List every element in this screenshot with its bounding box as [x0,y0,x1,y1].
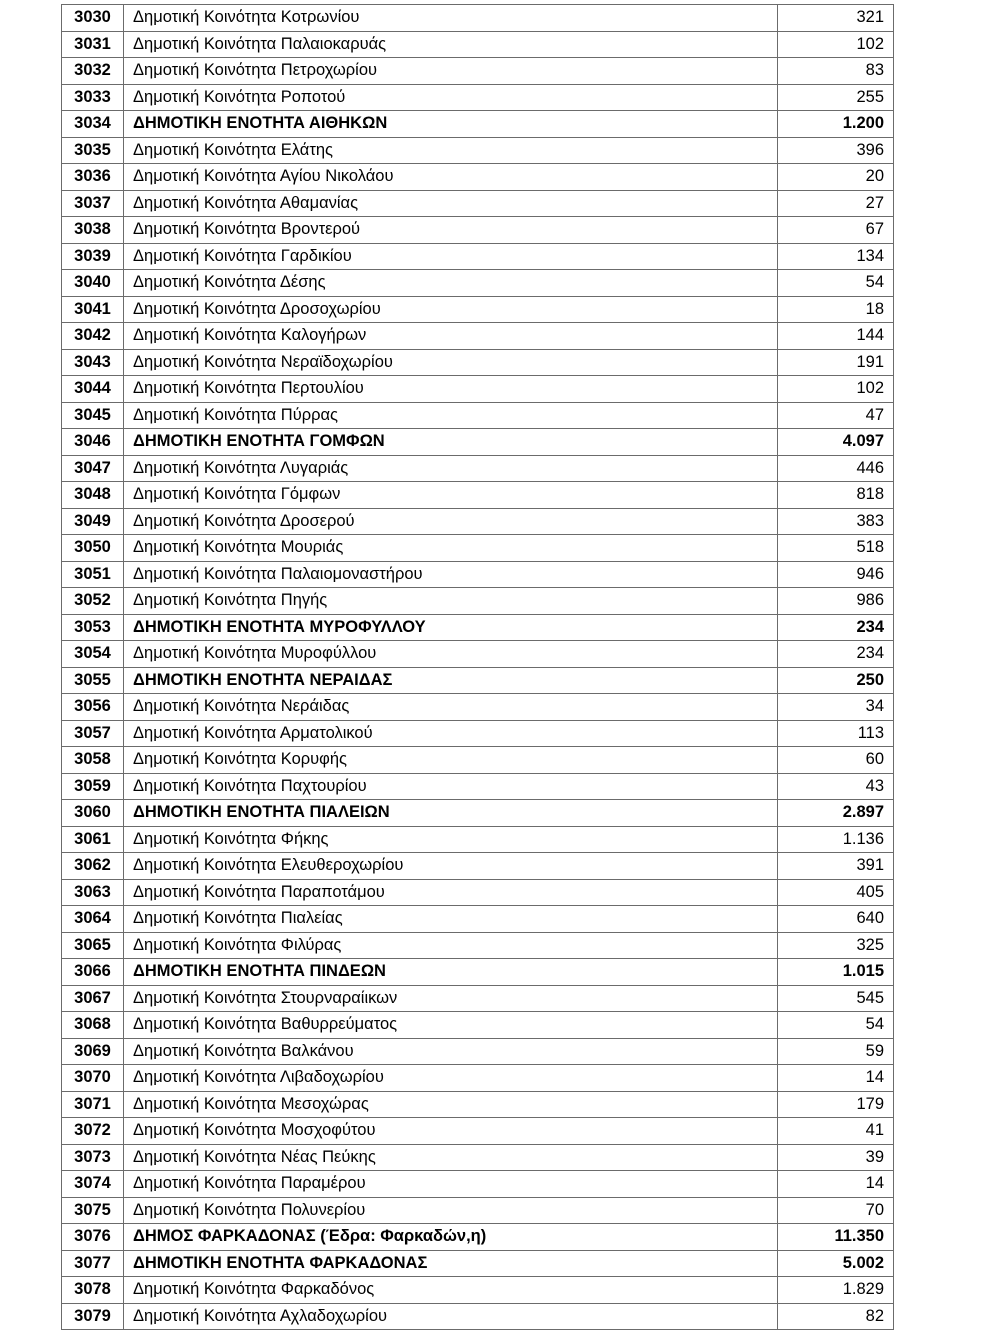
row-name: Δημοτική Κοινότητα Κορυφής [124,747,778,774]
row-code: 3077 [62,1250,124,1277]
row-name: Δημοτική Κοινότητα Παλαιομοναστήρου [124,561,778,588]
table-row-heading [62,111,894,138]
table-row [62,1197,894,1224]
row-name: Δημοτική Κοινότητα Πιαλείας [124,906,778,933]
table-row [62,1144,894,1171]
row-population: 39 [778,1144,894,1171]
row-population: 325 [778,932,894,959]
row-name: Δημοτική Κοινότητα Νεράιδας [124,694,778,721]
row-population: 234 [778,614,894,641]
row-population: 144 [778,323,894,350]
row-code: 3055 [62,667,124,694]
row-name: Δημοτική Κοινότητα Δροσοχωρίου [124,296,778,323]
table-row [62,535,894,562]
table-row [62,58,894,85]
table-row [62,482,894,509]
row-population: 396 [778,137,894,164]
row-population: 60 [778,747,894,774]
row-name: Δημοτική Κοινότητα Πηγής [124,588,778,615]
row-name: Δημοτική Κοινότητα Λυγαριάς [124,455,778,482]
table-row [62,985,894,1012]
table-row-heading [62,1224,894,1251]
row-name: ΔΗΜΟΤΙΚΗ ΕΝΟΤΗΤΑ ΓΟΜΦΩΝ [124,429,778,456]
row-name: Δημοτική Κοινότητα Πετροχωρίου [124,58,778,85]
row-name: Δημοτική Κοινότητα Νέας Πεύκης [124,1144,778,1171]
row-code: 3059 [62,773,124,800]
row-code: 3030 [62,5,124,32]
row-code: 3050 [62,535,124,562]
row-population: 18 [778,296,894,323]
row-population: 2.897 [778,800,894,827]
population-table-body [62,5,894,1330]
row-name: ΔΗΜΟΤΙΚΗ ΕΝΟΤΗΤΑ ΠΙΝΔΕΩΝ [124,959,778,986]
row-name: Δημοτική Κοινότητα Βαλκάνου [124,1038,778,1065]
row-code: 3048 [62,482,124,509]
row-code: 3039 [62,243,124,270]
row-name: ΔΗΜΟΤΙΚΗ ΕΝΟΤΗΤΑ ΝΕΡΑΙΔΑΣ [124,667,778,694]
table-row [62,1091,894,1118]
row-population: 59 [778,1038,894,1065]
row-name: Δημοτική Κοινότητα Γαρδικίου [124,243,778,270]
table-row [62,561,894,588]
row-code: 3079 [62,1303,124,1330]
row-name: Δημοτική Κοινότητα Παλαιοκαρυάς [124,31,778,58]
table-row [62,31,894,58]
row-code: 3040 [62,270,124,297]
row-population: 41 [778,1118,894,1145]
row-population: 11.350 [778,1224,894,1251]
row-code: 3061 [62,826,124,853]
row-name: Δημοτική Κοινότητα Μυροφύλλου [124,641,778,668]
row-code: 3051 [62,561,124,588]
row-population: 14 [778,1171,894,1198]
row-name: Δημοτική Κοινότητα Ελάτης [124,137,778,164]
table-row [62,1065,894,1092]
row-code: 3065 [62,932,124,959]
row-name: Δημοτική Κοινότητα Δροσερού [124,508,778,535]
row-code: 3070 [62,1065,124,1092]
row-name: Δημοτική Κοινότητα Φαρκαδόνος [124,1277,778,1304]
row-population: 391 [778,853,894,880]
table-row [62,641,894,668]
row-population: 179 [778,1091,894,1118]
row-code: 3035 [62,137,124,164]
row-code: 3041 [62,296,124,323]
row-population: 4.097 [778,429,894,456]
row-name: Δημοτική Κοινότητα Παραμέρου [124,1171,778,1198]
row-name: Δημοτική Κοινότητα Βροντερού [124,217,778,244]
table-row [62,826,894,853]
table-row [62,137,894,164]
row-code: 3038 [62,217,124,244]
row-code: 3034 [62,111,124,138]
row-name: ΔΗΜΟΤΙΚΗ ΕΝΟΤΗΤΑ ΠΙΑΛΕΙΩΝ [124,800,778,827]
table-row [62,747,894,774]
row-population: 255 [778,84,894,111]
row-population: 321 [778,5,894,32]
table-row-heading [62,429,894,456]
row-name: Δημοτική Κοινότητα Μεσοχώρας [124,1091,778,1118]
row-population: 250 [778,667,894,694]
row-code: 3043 [62,349,124,376]
row-name: Δημοτική Κοινότητα Φήκης [124,826,778,853]
row-name: ΔΗΜΟΤΙΚΗ ΕΝΟΤΗΤΑ ΦΑΡΚΑΔΟΝΑΣ [124,1250,778,1277]
row-code: 3058 [62,747,124,774]
row-population: 82 [778,1303,894,1330]
table-row-heading [62,800,894,827]
row-name: Δημοτική Κοινότητα Ροποτού [124,84,778,111]
row-name: Δημοτική Κοινότητα Αρματολικού [124,720,778,747]
row-name: Δημοτική Κοινότητα Αγίου Νικολάου [124,164,778,191]
row-population: 405 [778,879,894,906]
row-name: Δημοτική Κοινότητα Κοτρωνίου [124,5,778,32]
row-code: 3068 [62,1012,124,1039]
row-population: 946 [778,561,894,588]
row-population: 83 [778,58,894,85]
row-name: ΔΗΜΟΤΙΚΗ ΕΝΟΤΗΤΑ ΑΙΘΗΚΩΝ [124,111,778,138]
table-row [62,879,894,906]
row-name: ΔΗΜΟΣ ΦΑΡΚΑΔΟΝΑΣ (Έδρα: Φαρκαδών,η) [124,1224,778,1251]
row-population: 545 [778,985,894,1012]
table-row [62,455,894,482]
row-population: 640 [778,906,894,933]
row-population: 986 [778,588,894,615]
row-code: 3066 [62,959,124,986]
row-population: 383 [778,508,894,535]
row-population: 14 [778,1065,894,1092]
row-population: 67 [778,217,894,244]
table-row [62,588,894,615]
row-name: Δημοτική Κοινότητα Μοσχοφύτου [124,1118,778,1145]
table-row [62,508,894,535]
row-name: Δημοτική Κοινότητα Πολυνερίου [124,1197,778,1224]
row-code: 3078 [62,1277,124,1304]
row-population: 27 [778,190,894,217]
table-row [62,1303,894,1330]
row-name: Δημοτική Κοινότητα Φιλύρας [124,932,778,959]
row-code: 3049 [62,508,124,535]
row-code: 3036 [62,164,124,191]
row-population: 191 [778,349,894,376]
row-name: Δημοτική Κοινότητα Αθαμανίας [124,190,778,217]
row-population: 102 [778,31,894,58]
row-population: 818 [778,482,894,509]
table-row [62,5,894,32]
row-name: Δημοτική Κοινότητα Νεραϊδοχωρίου [124,349,778,376]
row-population: 1.200 [778,111,894,138]
table-row [62,1038,894,1065]
table-row-heading [62,667,894,694]
table-row [62,906,894,933]
row-code: 3057 [62,720,124,747]
row-population: 20 [778,164,894,191]
row-code: 3044 [62,376,124,403]
table-row [62,1118,894,1145]
table-row [62,190,894,217]
table-row [62,217,894,244]
row-code: 3052 [62,588,124,615]
row-code: 3072 [62,1118,124,1145]
table-row [62,323,894,350]
row-code: 3047 [62,455,124,482]
table-row [62,932,894,959]
row-population: 234 [778,641,894,668]
row-population: 102 [778,376,894,403]
population-table [61,4,894,1330]
row-code: 3037 [62,190,124,217]
row-code: 3071 [62,1091,124,1118]
table-row [62,243,894,270]
row-code: 3073 [62,1144,124,1171]
row-population: 446 [778,455,894,482]
row-population: 43 [778,773,894,800]
row-code: 3060 [62,800,124,827]
row-code: 3063 [62,879,124,906]
row-code: 3054 [62,641,124,668]
table-row [62,402,894,429]
row-name: ΔΗΜΟΤΙΚΗ ΕΝΟΤΗΤΑ ΜΥΡΟΦΥΛΛΟΥ [124,614,778,641]
row-code: 3033 [62,84,124,111]
row-name: Δημοτική Κοινότητα Λιβαδοχωρίου [124,1065,778,1092]
row-code: 3045 [62,402,124,429]
row-code: 3062 [62,853,124,880]
row-code: 3076 [62,1224,124,1251]
row-population: 70 [778,1197,894,1224]
row-population: 5.002 [778,1250,894,1277]
row-population: 1.136 [778,826,894,853]
table-row [62,84,894,111]
table-row-heading [62,959,894,986]
row-population: 54 [778,270,894,297]
row-code: 3046 [62,429,124,456]
row-name: Δημοτική Κοινότητα Παχτουρίου [124,773,778,800]
row-name: Δημοτική Κοινότητα Βαθυρρεύματος [124,1012,778,1039]
table-row [62,773,894,800]
row-name: Δημοτική Κοινότητα Καλογήρων [124,323,778,350]
row-population: 34 [778,694,894,721]
table-row [62,270,894,297]
row-population: 54 [778,1012,894,1039]
row-code: 3056 [62,694,124,721]
row-name: Δημοτική Κοινότητα Μουριάς [124,535,778,562]
table-row [62,720,894,747]
row-code: 3032 [62,58,124,85]
row-name: Δημοτική Κοινότητα Γόμφων [124,482,778,509]
row-population: 1.015 [778,959,894,986]
row-code: 3067 [62,985,124,1012]
table-row [62,694,894,721]
row-name: Δημοτική Κοινότητα Δέσης [124,270,778,297]
table-row-heading [62,1250,894,1277]
table-row [62,164,894,191]
row-code: 3031 [62,31,124,58]
table-row [62,376,894,403]
row-name: Δημοτική Κοινότητα Ελευθεροχωρίου [124,853,778,880]
table-row [62,1012,894,1039]
row-population: 113 [778,720,894,747]
row-name: Δημοτική Κοινότητα Πύρρας [124,402,778,429]
row-code: 3075 [62,1197,124,1224]
row-name: Δημοτική Κοινότητα Στουρναραίικων [124,985,778,1012]
row-name: Δημοτική Κοινότητα Αχλαδοχωρίου [124,1303,778,1330]
table-row-heading [62,614,894,641]
table-row [62,296,894,323]
row-population: 47 [778,402,894,429]
row-code: 3074 [62,1171,124,1198]
row-population: 518 [778,535,894,562]
table-row [62,1171,894,1198]
row-code: 3053 [62,614,124,641]
table-row [62,1277,894,1304]
row-code: 3064 [62,906,124,933]
table-row [62,349,894,376]
row-code: 3069 [62,1038,124,1065]
row-population: 1.829 [778,1277,894,1304]
row-name: Δημοτική Κοινότητα Παραποτάμου [124,879,778,906]
table-row [62,853,894,880]
row-name: Δημοτική Κοινότητα Περτουλίου [124,376,778,403]
row-population: 134 [778,243,894,270]
row-code: 3042 [62,323,124,350]
